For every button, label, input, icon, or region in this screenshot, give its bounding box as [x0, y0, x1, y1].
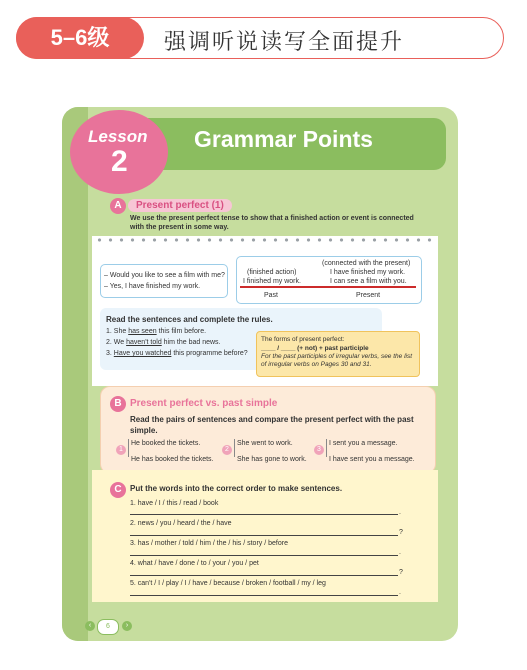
- answer-end-mark: .: [399, 549, 401, 556]
- prev-page-icon[interactable]: ‹: [85, 621, 95, 631]
- timeline-present-label: Present: [356, 292, 381, 299]
- rule-prefix: We: [113, 339, 127, 346]
- timeline-right-caption: (connected with the present): [322, 260, 411, 267]
- rule-suffix: this programme before?: [171, 350, 248, 357]
- pair-sentence: He has booked the tickets.: [131, 456, 214, 463]
- section-c-instruction: Put the words into the correct order to make sentences.: [130, 484, 343, 493]
- pair-bracket: [128, 439, 129, 457]
- dialogue-bubble: [100, 264, 228, 298]
- answer-line[interactable]: [130, 514, 398, 515]
- pair-sentence: She has gone to work.: [237, 456, 307, 463]
- timeline-right-text: I can see a film with you.: [330, 278, 407, 285]
- pair-sentence: I have sent you a message.: [329, 456, 415, 463]
- pair-sentence: She went to work.: [237, 440, 293, 447]
- exercise-item: 3. has / mother / told / him / the / his / story / before: [130, 540, 288, 547]
- timeline-left-text: I finished my work.: [243, 278, 301, 285]
- level-badge: 5–6级: [16, 17, 144, 59]
- rule-sentence: [106, 338, 220, 347]
- rule-number: 2.: [106, 339, 112, 346]
- pair-bracket: [326, 439, 327, 457]
- pair-bracket: [234, 439, 235, 457]
- note-line: The forms of present perfect:: [261, 336, 345, 343]
- answer-end-mark: .: [399, 509, 401, 516]
- rule-verb: Have you watched: [113, 350, 172, 357]
- page-title: Grammar Points: [194, 126, 373, 152]
- rule-sentence: [106, 349, 248, 358]
- rule-sentence: [106, 327, 206, 336]
- rules-heading: Read the sentences and complete the rules.: [106, 315, 273, 324]
- pair-sentence: He booked the tickets.: [131, 440, 201, 447]
- book-spine: [62, 107, 88, 641]
- timeline-past-label: Past: [264, 292, 279, 299]
- note-line: ____ / ____ (+ not) + past participle: [261, 345, 369, 352]
- note-line: For the past participles of irregular verbs, see the list of irregular verbs on Pages 30 and 31.: [261, 353, 413, 368]
- rule-verb: has seen: [128, 328, 157, 335]
- answer-end-mark: ?: [399, 529, 403, 536]
- lesson-word: Lesson: [88, 127, 148, 146]
- pair-number-icon: 1: [116, 445, 126, 455]
- rule-suffix: him the bad news.: [161, 339, 221, 346]
- timeline-right-text: I have finished my work.: [330, 269, 406, 276]
- answer-end-mark: ?: [399, 569, 403, 576]
- section-a-intro: We use the present perfect tense to show that a finished action or event is connected with the present in some way.: [130, 215, 414, 231]
- timeline-left-caption: (finished action): [247, 269, 297, 276]
- pair-number-icon: 2: [222, 445, 232, 455]
- exercise-item: 1. have / I / this / read / book: [130, 500, 219, 507]
- section-b-title: Present perfect vs. past simple: [130, 398, 278, 409]
- section-b-instruction: Read the pairs of sentences and compare the present perfect with the past simple.: [130, 415, 414, 435]
- rule-prefix: She: [113, 328, 129, 335]
- dialogue-line: – Yes, I have finished my work.: [104, 283, 201, 290]
- answer-line[interactable]: [130, 535, 398, 536]
- section-c-icon: C: [110, 482, 126, 498]
- rule-number: 3.: [106, 350, 112, 357]
- dialogue-line: – Would you like to see a film with me?: [104, 272, 225, 279]
- pair-sentence: I sent you a message.: [329, 440, 398, 447]
- timeline-arrow: [240, 286, 416, 288]
- answer-end-mark: .: [399, 589, 401, 596]
- rule-number: 1.: [106, 328, 112, 335]
- rule-verb: haven't told: [126, 339, 162, 346]
- pair-number-icon: 3: [314, 445, 324, 455]
- exercise-item: 4. what / have / done / to / your / you / pet: [130, 560, 259, 567]
- answer-line[interactable]: [130, 595, 398, 596]
- header-tagline: 强调听说读写全面提升: [164, 30, 405, 55]
- notebook-rings: [94, 236, 434, 244]
- rule-suffix: this film before.: [156, 328, 207, 335]
- answer-line[interactable]: [130, 555, 398, 556]
- section-b-icon: B: [110, 396, 126, 412]
- page-number: 6: [97, 619, 119, 635]
- lesson-number: 2: [111, 145, 128, 178]
- next-page-icon[interactable]: ›: [122, 621, 132, 631]
- section-a-title: Present perfect (1): [128, 199, 232, 212]
- section-a-icon: A: [110, 198, 126, 214]
- answer-line[interactable]: [130, 575, 398, 576]
- exercise-item: 2. news / you / heard / the / have: [130, 520, 232, 527]
- exercise-item: 5. can't / I / play / I / have / because / broken / football / my / leg: [130, 580, 326, 587]
